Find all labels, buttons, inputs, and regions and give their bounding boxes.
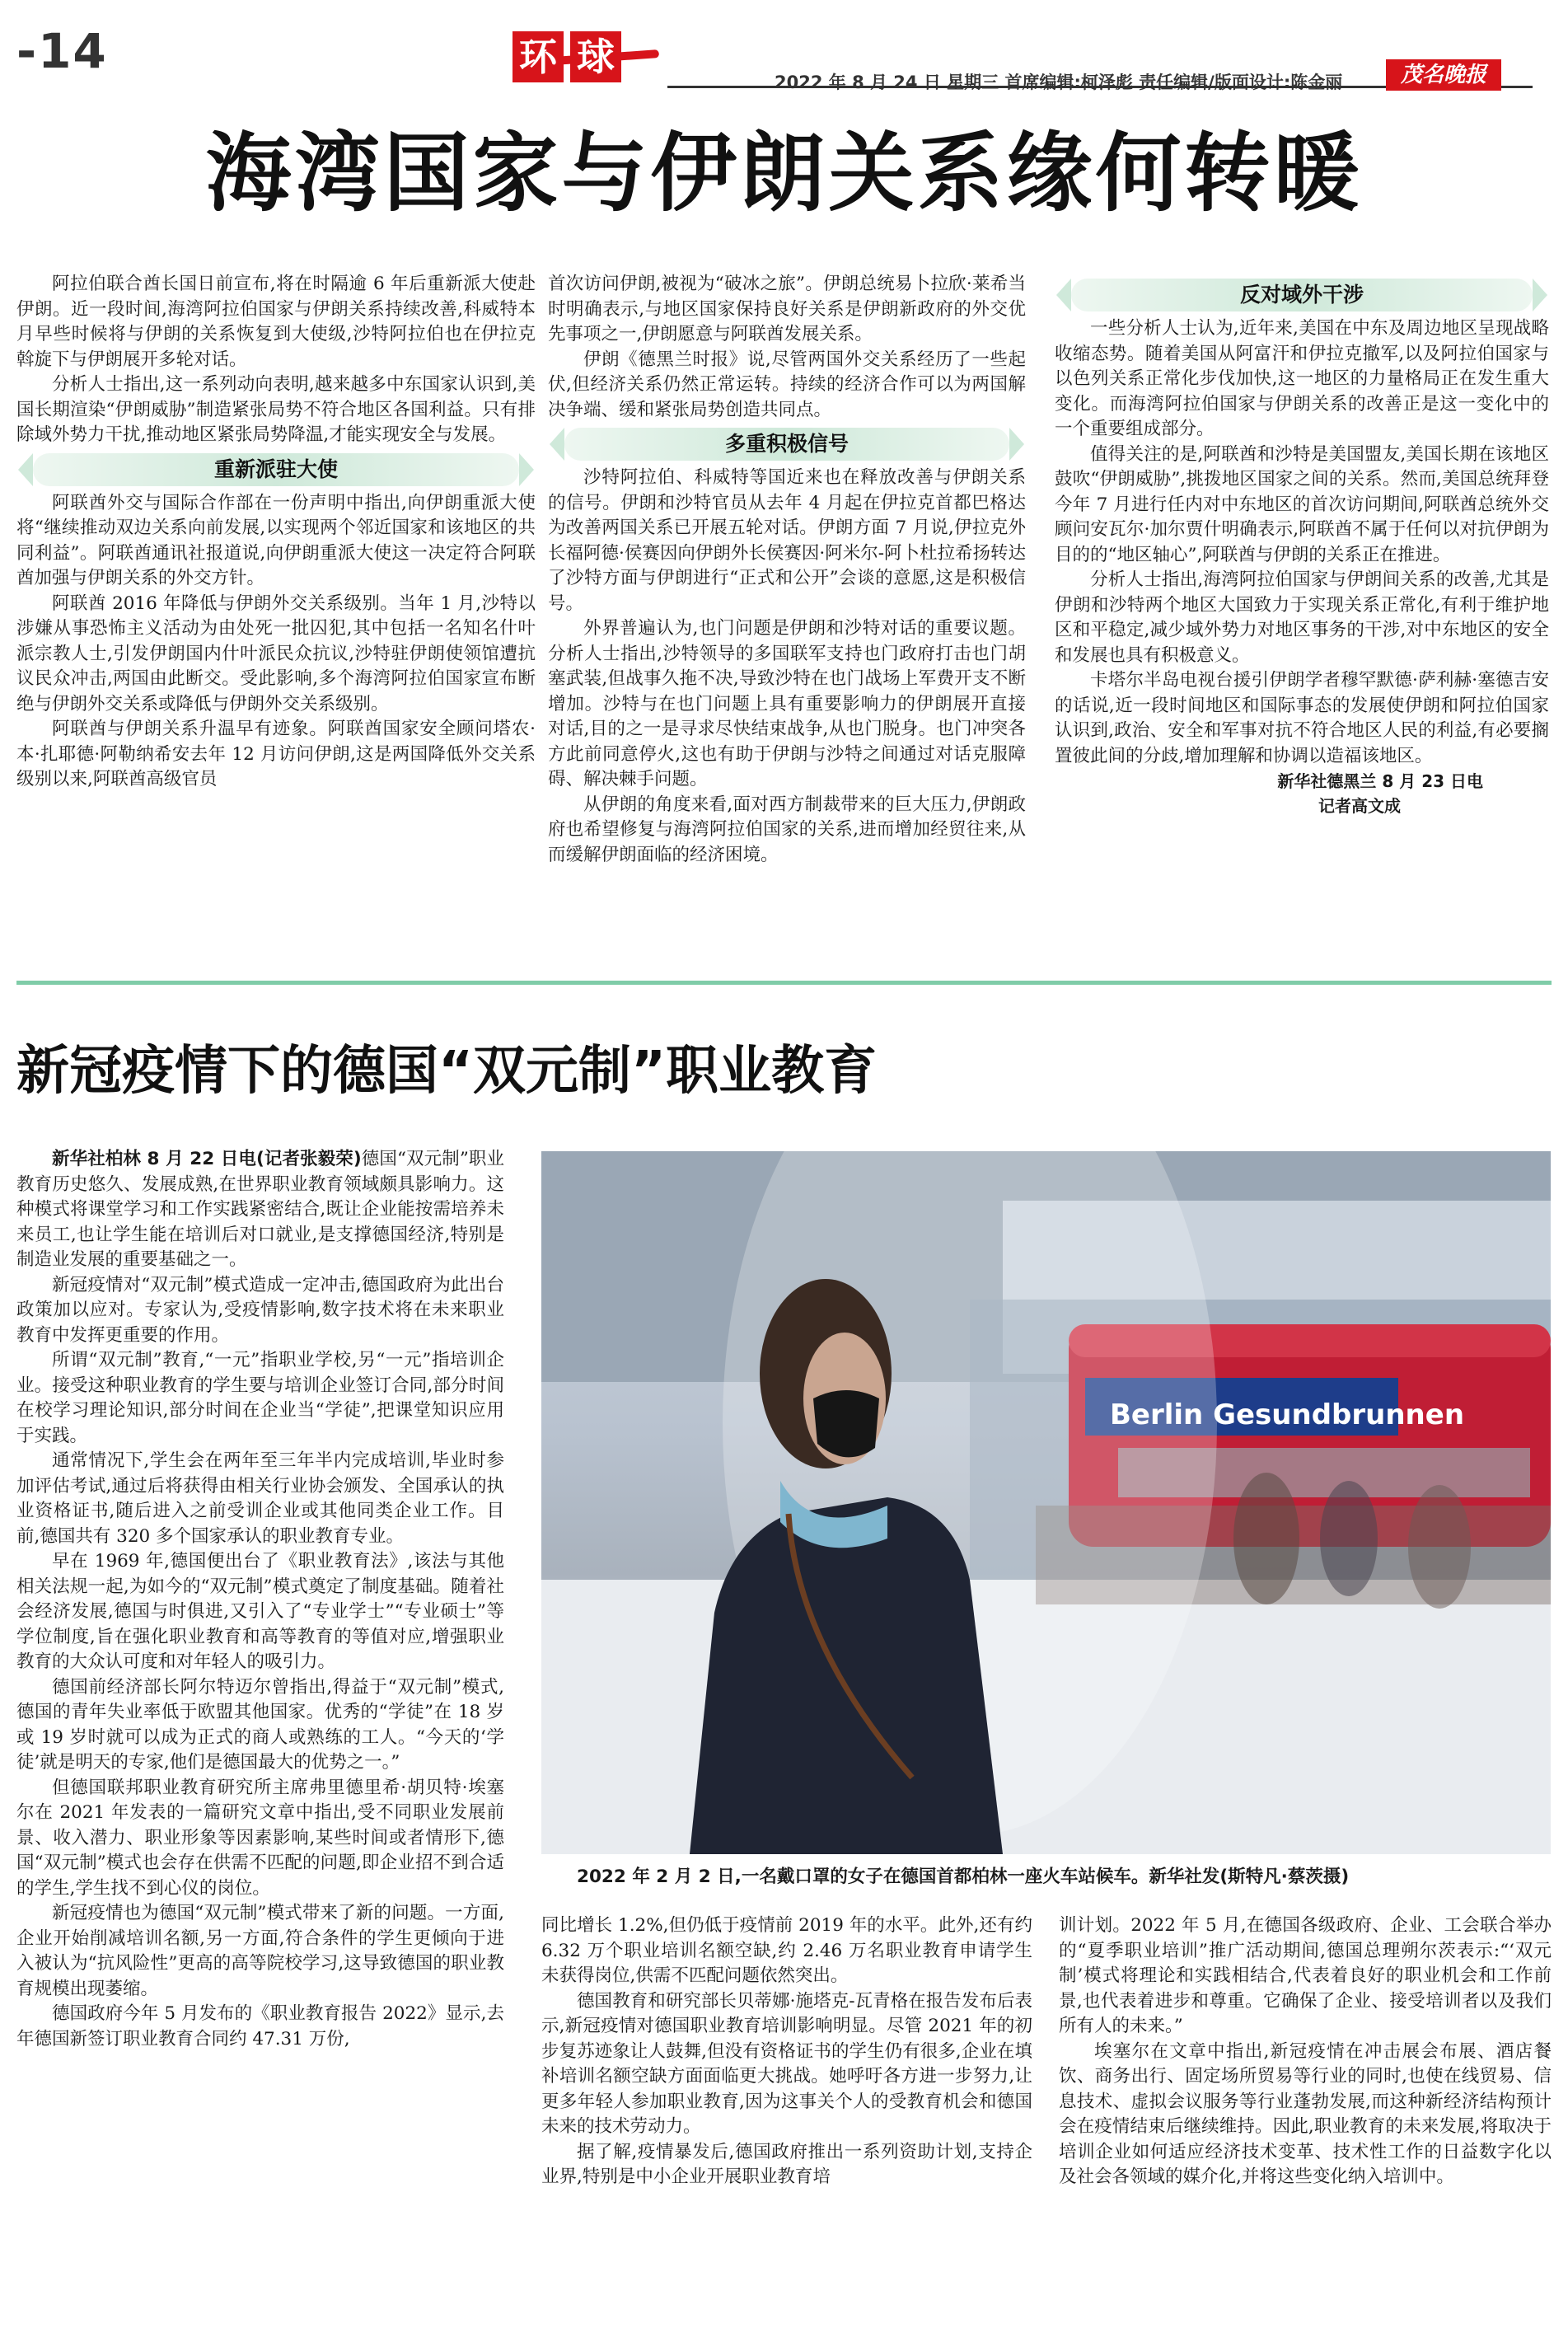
article2-left-col bbox=[16, 1147, 504, 2317]
paragraph: 阿联酋外交与国际合作部在一份声明中指出,向伊朗重派大使将“继续推动双边关系向前发展,以实现两个邻近国家和该地区的共同利益”。阿联酋通讯社报道说,向伊朗重派大使这一决定符合阿联酋加强与伊朗关系的外交方针。 bbox=[16, 492, 536, 588]
paragraph: 但德国联邦职业教育研究所主席弗里德里希·胡贝特·埃塞尔在 2021 年发表的一篇研究文章中指出,受不同职业发展前景、收入潜力、职业形象等因素影响,某些时间或者情形下,德国“双元制”模式也会存在供需不匹配的问题,即企业招不到合适的学生,学生找不到心仪的岗位。 bbox=[16, 1777, 504, 1899]
article2-bottom-right bbox=[1059, 1913, 1552, 2326]
paragraph: 阿联酋 2016 年降低与伊朗外交关系级别。当年 1 月,沙特以涉嫌从事恐怖主义活动为由处死一批囚犯,其中包括一名知名什叶派宗教人士,引发伊朗国内什叶派民众抗议,沙特驻伊朗使领馆遭抗议民众冲击,两国由此断交。受此影响,多个海湾阿拉伯国家宣布断绝与伊朗外交关系或降低与伊朗外交关系级别。 bbox=[16, 593, 536, 714]
paragraph: 沙特阿拉伯、科威特等国近来也在释放改善与伊朗关系的信号。伊朗和沙特官员从去年 4 月起在伊拉克首都巴格达为改善两国关系已开展五轮对话。伊朗方面 7 月说,伊拉克外长福阿德·侯赛因向伊朗外长侯赛因·阿米尔-阿卜杜拉希扬转达了沙特方面与伊朗进行“正式和公开”会谈的意愿,这是积极信号。 bbox=[548, 467, 1026, 614]
paragraph: 首次访问伊朗,被视为“破冰之旅”。伊朗总统易卜拉欣·莱希当时明确表示,与地区国家保持良好关系是伊朗新政府的外交优先事项之一,伊朗愿意与阿联酋发展关系。 bbox=[548, 274, 1026, 344]
paragraph: 值得关注的是,阿联酋和沙特是美国盟友,美国长期在该地区鼓吹“伊朗威胁”,挑拨地区国家之间的关系。然而,美国总统拜登今年 7 月进行任内对中东地区的首次访问期间,阿联酋总统外交顾问安瓦尔·加尔贾什明确表示,阿联酋不属于任何以对抗伊朗为目的的“地区轴心”,阿联酋与伊朗的关系正在推进。 bbox=[1055, 443, 1549, 565]
subhead-signals: 多重积极信号 bbox=[564, 428, 1009, 461]
author: 记者高文成 bbox=[1318, 796, 1401, 816]
dateline: 新华社德黑兰 8 月 23 日电 bbox=[1277, 771, 1483, 791]
article2-headline: 新冠疫情下的德国“双元制”职业教育 bbox=[16, 1041, 878, 1102]
paragraph: 同比增长 1.2%,但仍低于疫情前 2019 年的水平。此外,还有约 6.32 万个职业培训名额空缺,约 2.46 万名职业教育申请学生未获得岗位,供需不匹配问题依然突出。 bbox=[541, 1915, 1032, 1986]
paragraph: 埃塞尔在文章中指出,新冠疫情在冲击展会布展、酒店餐饮、商务出行、固定场所贸易等行业的同时,也使在线贸易、信息技术、虚拟会议服务等行业蓬勃发展,而这种新经济结构预计会在疫情结束后继续维持。因此,职业教育的未来发展,将取决于培训企业如何适应经济技术变革、技术性工作的日益数字化以及社会各领域的媒介化,并将这些变化纳入培训中。 bbox=[1059, 2040, 1552, 2187]
byline: 新华社柏林 8 月 22 日电(记者张毅荣) bbox=[52, 1149, 362, 1169]
paragraph: 伊朗《德黑兰时报》说,尽管两国外交关系经历了一些起伏,但经济关系仍然正常运转。持续的经济合作可以为两国解决争端、缓和紧张局势创造共同点。 bbox=[548, 349, 1026, 420]
section-logo bbox=[513, 31, 669, 97]
page-number: -14 bbox=[16, 23, 108, 79]
article1-headline: 海湾国家与伊朗关系缘何转暖 bbox=[205, 123, 1363, 223]
paragraph: 通常情况下,学生会在两年至三年半内完成培训,毕业时参加评估考试,通过后将获得由相关行业协会颁发、全国承认的执业资格证书,随后进入之前受训企业或其他同类企业工作。目前,德国共有 320 多个国家承认的职业教育专业。 bbox=[16, 1450, 504, 1547]
paragraph: 从伊朗的角度来看,面对西方制裁带来的巨大压力,伊朗政府也希望修复与海湾阿拉伯国家的关系,进而增加经贸往来,从而缓解伊朗面临的经济困境。 bbox=[548, 794, 1026, 865]
paragraph: 德国教育和研究部长贝蒂娜·施塔克-瓦青格在报告发布后表示,新冠疫情对德国职业教育培训影响明显。尽管 2021 年的初步复苏迹象让人鼓舞,但没有资格证书的学生仍有很多,企业在填补培训名额空缺方面面临更大挑战。她呼吁各方进一步努力,让更多年轻人参加职业教育,因为这事关个人的受教育机会和德国未来的技术劳动力。 bbox=[541, 1990, 1032, 2137]
paragraph: 新冠疫情对“双元制”模式造成一定冲击,德国政府为此出台政策加以应对。专家认为,受疫情影响,数字技术将在未来职业教育中发挥更重要的作用。 bbox=[16, 1274, 504, 1346]
masthead-info: 2022 年 8 月 24 日 星期三 首席编辑:柯泽彪 责任编辑/版面设计:陈金丽 bbox=[775, 73, 1343, 92]
article1-col2 bbox=[548, 272, 1026, 948]
paragraph: 外界普遍认为,也门问题是伊朗和沙特对话的重要议题。分析人士指出,沙特领导的多国联军支持也门政府打击也门胡塞武装,但战事久拖不决,导致沙特在也门战场上军费开支不断增加。沙特与在也门问题上具有重要影响力的伊朗展开直接对话,目的之一是寻求尽快结束战争,从也门脱身。也门冲突各方此前同意停火,这也有助于伊朗与沙特之间通过对话克服障碍、解决棘手问题。 bbox=[548, 618, 1026, 789]
paragraph: 所谓“双元制”教育,“一元”指职业学校,另“一元”指培训企业。接受这种职业教育的学生要与培训企业签订合同,部分时间在校学习理论知识,部分时间在企业当“学徒”,把课堂知识应用于实践。 bbox=[16, 1350, 504, 1446]
paragraph bbox=[16, 1147, 504, 1273]
paragraph: 阿联酋与伊朗关系升温早有迹象。阿联酋国家安全顾问塔农·本·扎耶德·阿勒纳希安去年 12 月访问伊朗,这是两国降低外交关系级别以来,阿联酋高级官员 bbox=[16, 719, 536, 789]
photo-scene bbox=[541, 1151, 1551, 1854]
photo-caption: 2022 年 2 月 2 日,一名戴口罩的女子在德国首都柏林一座火车站候车。新华社发(斯特凡·蔡茨摄) bbox=[577, 1867, 1350, 1887]
paragraph: 早在 1969 年,德国便出台了《职业教育法》,该法与其他相关法规一起,为如今的“双元制”模式奠定了制度基础。随着社会经济发展,德国与时俱进,又引入了“专业学士”“专业硕士”等学位制度,旨在强化职业教育和高等教育的等值对应,增强职业教育的大众认可度和对年轻人的吸引力。 bbox=[16, 1551, 504, 1672]
article2-bottom-mid bbox=[541, 1913, 1032, 2326]
paragraph: 德国政府今年 5 月发布的《职业教育报告 2022》显示,去年德国新签订职业教育合同约 47.31 万份, bbox=[16, 2003, 504, 2049]
section-char-huan: 环 bbox=[513, 31, 564, 82]
paragraph: 阿拉伯联合酋长国日前宣布,将在时隔逾 6 年后重新派大使赴伊朗。近一段时间,海湾阿拉伯国家与伊朗关系持续改善,科威特本月早些时候将与伊朗的关系恢复到大使级,沙特阿拉伯也在伊拉克斡旋下与伊朗展开多轮对话。 bbox=[16, 274, 536, 370]
paragraph: 分析人士指出,这一系列动向表明,越来越多中东国家认识到,美国长期渲染“伊朗威胁”制造紧张局势不符合地区各国利益。只有排除域外势力干扰,推动地区紧张局势降温,才能实现安全与发展。 bbox=[16, 374, 536, 445]
paragraph-text: 德国“双元制”职业教育历史悠久、发展成熟,在世界职业教育领域颇具影响力。这种模式将课堂学习和工作实践紧密结合,既让企业能按需培养未来员工,也让学生能在培训后对口就业,是支撑德国经济,特别是制造业发展的重要基础之一。 bbox=[16, 1149, 504, 1270]
paragraph: 一些分析人士认为,近年来,美国在中东及周边地区呈现战略收缩态势。随着美国从阿富汗和伊拉克撤军,以及阿拉伯国家与以色列关系正常化步伐加快,这一地区的力量格局正在发生重大变化。而海湾阿拉伯国家与伊朗关系的改善正是这一变化中的一个重要组成部分。 bbox=[1055, 318, 1549, 439]
paragraph: 新冠疫情也为德国“双元制”模式带来了新的问题。一方面,企业开始削减培训名额,另一方面,符合条件的学生更倾向于进入被认为“抗风险性”更高的高等院校学习,这导致德国的职业教育规模出现萎缩。 bbox=[16, 1903, 504, 1999]
article1-col1 bbox=[16, 272, 536, 948]
paragraph: 训计划。2022 年 5 月,在德国各级政府、企业、工会联合举办的“夏季职业培训”推广活动期间,德国总理朔尔茨表示:“‘双元制’模式将理论和实践相结合,代表着良好的职业机会和工作前景,也代表着进步和尊重。它确保了企业、接受培训者以及我们所有人的未来。” bbox=[1059, 1915, 1552, 2036]
section-char-qiu: 球 bbox=[570, 31, 621, 82]
paragraph: 分析人士指出,海湾阿拉伯国家与伊朗间关系的改善,尤其是伊朗和沙特两个地区大国致力于实现关系正常化,有利于维护地区和平稳定,减少域外势力对地区事务的干涉,对中东地区的安全和发展也具有积极意义。 bbox=[1055, 569, 1549, 666]
paper-logo: 茂名晚报 bbox=[1386, 59, 1501, 91]
section-divider bbox=[16, 981, 1552, 985]
subhead-interference: 反对域外干涉 bbox=[1071, 279, 1533, 311]
subhead-ambassador: 重新派驻大使 bbox=[33, 453, 519, 486]
paragraph: 卡塔尔半岛电视台援引伊朗学者穆罕默德·萨利赫·塞德吉安的话说,近一段时间地区和国际事态的发展使伊朗和阿拉伯国家认识到,政治、安全和军事对抗不符合地区人民的利益,有必要搁置彼此间的分歧,增加理解和协调以造福该地区。 bbox=[1055, 670, 1549, 766]
news-photo bbox=[541, 1151, 1551, 1854]
article1-col3 bbox=[1055, 279, 1549, 954]
station-sign: Berlin Gesundbrunnen bbox=[1110, 1398, 1465, 1431]
paragraph: 据了解,疫情暴发后,德国政府推出一系列资助计划,支持企业界,特别是中小企业开展职业教育培 bbox=[541, 2141, 1032, 2187]
paragraph: 德国前经济部长阿尔特迈尔曾指出,得益于“双元制”模式,德国的青年失业率低于欧盟其他国家。优秀的“学徒”在 18 岁或 19 岁时就可以成为正式的商人或熟练的工人。“今天的‘学徒’就是明天的专家,他们是德国最大的优势之一。” bbox=[16, 1676, 504, 1773]
